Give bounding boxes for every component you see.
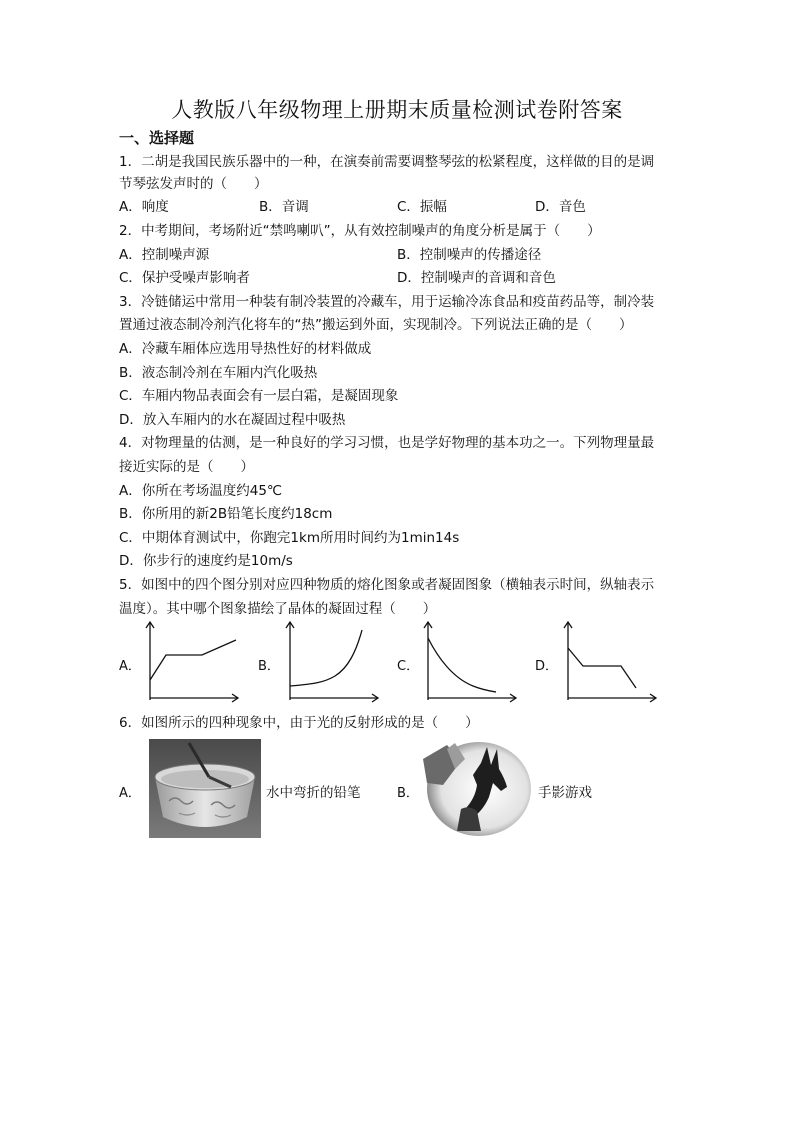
question-4-option-b: B．你所用的新2B铅笔长度约18cm <box>119 506 333 522</box>
question-1-option-c: C．振幅 <box>397 199 447 215</box>
question-6-caption-a: 水中弯折的铅笔 <box>266 785 361 801</box>
question-5-option-c: C． <box>397 659 420 674</box>
question-1-text-cont: 节琴弦发声时的（ ） <box>119 176 268 192</box>
graph-a-curve <box>150 640 236 680</box>
question-6-text: 6．如图所示的四种现象中，由于光的反射形成的是（ ） <box>119 715 479 731</box>
section-heading: 一、选择题 <box>119 129 195 147</box>
question-6-caption-b: 手影游戏 <box>538 785 592 801</box>
question-1-option-b: B．音调 <box>259 199 309 215</box>
question-4-text: 4．对物理量的估测，是一种良好的学习习惯，也是学好物理的基本功之一。下列物理量最 <box>119 435 655 451</box>
question-5-option-b: B． <box>258 659 280 674</box>
question-2-option-c: C．保护受噪声影响者 <box>119 270 250 286</box>
question-3-option-c: C．车厢内物品表面会有一层白霜，是凝固现象 <box>119 388 399 404</box>
graph-b-amorphous-melting <box>280 620 385 705</box>
bent-pencil-in-water-photo <box>149 739 261 838</box>
question-6-option-b: B． <box>397 786 419 801</box>
question-2-text: 2．中考期间，考场附近“禁鸣喇叭”，从有效控制噪声的角度分析是属于（ ） <box>119 223 601 239</box>
question-5-option-a: A． <box>119 659 141 674</box>
question-1-option-a: A．响度 <box>119 199 169 215</box>
graph-c-amorphous-solidifying <box>418 620 523 705</box>
question-3-text-cont: 置通过液态制冷剂汽化将车的“热”搬运到外面，实现制冷。下列说法正确的是（ ） <box>119 317 633 333</box>
question-2-option-d: D．控制噪声的音调和音色 <box>397 270 556 286</box>
question-4-text-cont: 接近实际的是（ ） <box>119 459 254 475</box>
graph-b-curve <box>290 630 362 686</box>
question-1-text: 1．二胡是我国民族乐器中的一种，在演奏前需要调整琴弦的松紧程度，这样做的目的是调 <box>119 154 655 170</box>
question-5-text-cont: 温度）。其中哪个图象描绘了晶体的凝固过程（ ） <box>119 601 437 617</box>
graph-c-curve <box>428 638 496 692</box>
question-3-option-a: A．冷藏车厢体应选用导热性好的材料做成 <box>119 341 372 357</box>
question-6-option-a: A． <box>119 786 141 801</box>
question-2-option-a: A．控制噪声源 <box>119 247 210 263</box>
graph-d-crystal-solidifying <box>558 620 663 705</box>
graph-d-curve <box>568 648 636 688</box>
hand-shadow-game-photo <box>421 739 533 838</box>
question-3-text: 3．冷链储运中常用一种装有制冷装置的冷藏车，用于运输冷冻食品和疫苗药品等，制冷装 <box>119 294 655 310</box>
question-4-option-d: D．你步行的速度约是10m/s <box>119 553 293 569</box>
graph-a-crystal-melting <box>140 620 245 705</box>
question-4-option-a: A．你所在考场温度约45℃ <box>119 483 283 499</box>
question-3-option-b: B．液态制冷剂在车厢内汽化吸热 <box>119 365 318 381</box>
page-title: 人教版八年级物理上册期末质量检测试卷附答案 <box>171 98 623 122</box>
question-4-option-c: C．中期体育测试中，你跑完1km所用时间约为1min14s <box>119 530 460 546</box>
question-5-text: 5．如图中的四个图分别对应四种物质的熔化图象或者凝固图象（横轴表示时间，纵轴表示 <box>119 577 655 593</box>
question-2-option-b: B．控制噪声的传播途径 <box>397 247 542 263</box>
question-5-option-d: D． <box>535 659 559 674</box>
question-1-option-d: D．音色 <box>535 199 586 215</box>
question-3-option-d: D．放入车厢内的水在凝固过程中吸热 <box>119 412 346 428</box>
